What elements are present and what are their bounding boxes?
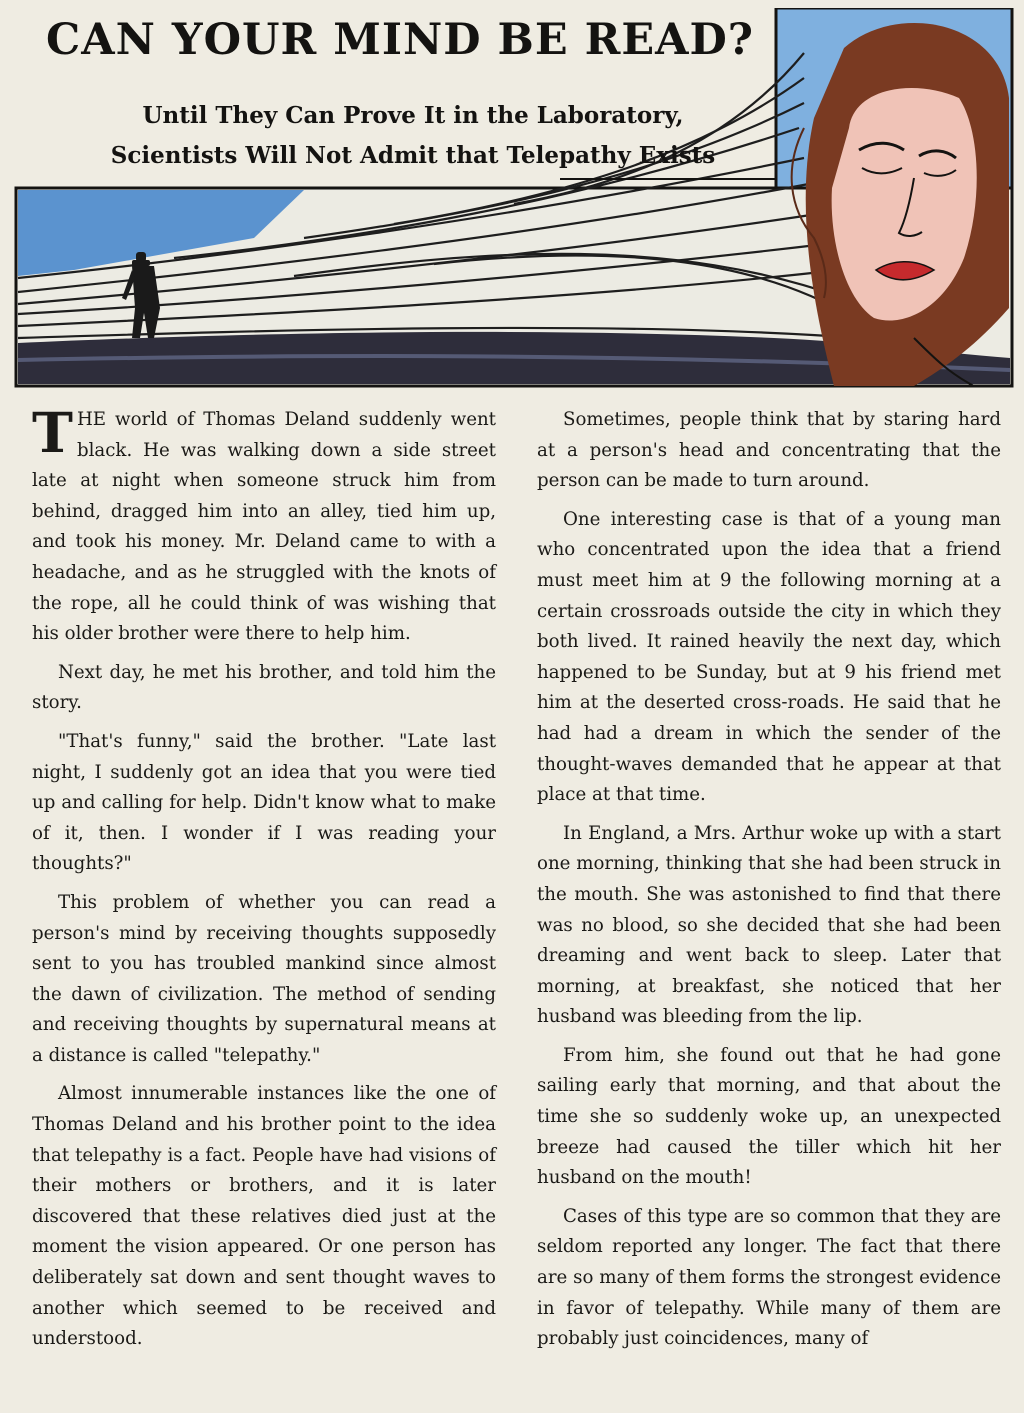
subhead-line-2: Scientists Will Not Admit that Telepathy Exists xyxy=(110,142,716,169)
headline: CAN YOUR MIND BE READ? xyxy=(46,15,754,65)
subheadline xyxy=(48,96,778,176)
paragraph: In England, a Mrs. Arthur woke up with a start one morning, thinking that she had been struck in the mouth. She was astonished to find that there was no blood, so she decided that she had been dreaming and went back to sleep. Later that morning, at breakfast, she noticed that her husband was bleeding from the lip. xyxy=(537,822,1001,1028)
paragraph: Sometimes, people think that by staring hard at a person's head and concentrating that the person can be made to turn around. xyxy=(537,409,1001,492)
paragraph-text: HE world of Thomas Deland suddenly went black. He was walking down a side street late at night when someone struck him from behind, dragged him into an alley, tied him up, and took his money. Mr. Deland came to with a headache, and as he struggled with the knots of the rope, all he could think of was wishing that his older brother were there to help him. xyxy=(32,409,496,645)
paragraph: This problem of whether you can read a person's mind by receiving thoughts supposedly sent to you has troubled mankind since almost the dawn of civilization. The method of sending and receiving thoughts by supernatural means at a distance is called "telepathy." xyxy=(32,891,496,1066)
right-column xyxy=(537,405,1001,1363)
paragraph: Almost innumerable instances like the one of Thomas Deland and his brother point to the idea that telepathy is a fact. People have had visions of their mothers or brothers, and it is later discovered that these relatives died just at the moment the vision appeared. Or one person has deliberately sat down and sent thought waves to another which seemed to be received and understood. xyxy=(32,1083,496,1350)
left-column xyxy=(32,400,496,1363)
paragraph xyxy=(32,400,496,650)
paragraph: Next day, he met his brother, and told him the story. xyxy=(32,661,496,714)
drop-cap: T xyxy=(32,400,73,465)
paragraph: "That's funny," said the brother. "Late last night, I suddenly got an idea that you were tied up and calling for help. Didn't know what to make of it, then. I wonder if I was reading your thoughts?" xyxy=(32,730,496,875)
paragraph: One interesting case is that of a young man who concentrated upon the idea that a friend must meet him at 9 the following morning at a certain crossroads outside the city in which they both lived. It rained heavily the next day, which happened to be Sunday, but at 9 his friend met him at the deserted cross-roads. He said that he had had a dream in which the sender of the thought-waves demanded that he appear at that place at that time. xyxy=(537,508,1001,806)
paragraph: Cases of this type are so common that they are seldom reported any longer. The fact that there are so many of them forms the strongest evidence in favor of telepathy. While many of them are probably just coincidences, many of xyxy=(537,1205,1001,1350)
paragraph: From him, she found out that he had gone sailing early that morning, and that about the time she so suddenly woke up, an unexpected breeze had caused the tiller which hit her husband on the mouth! xyxy=(537,1044,1001,1189)
subhead-rule xyxy=(560,178,775,180)
subhead-line-1: Until They Can Prove It in the Laboratory, xyxy=(142,102,684,129)
